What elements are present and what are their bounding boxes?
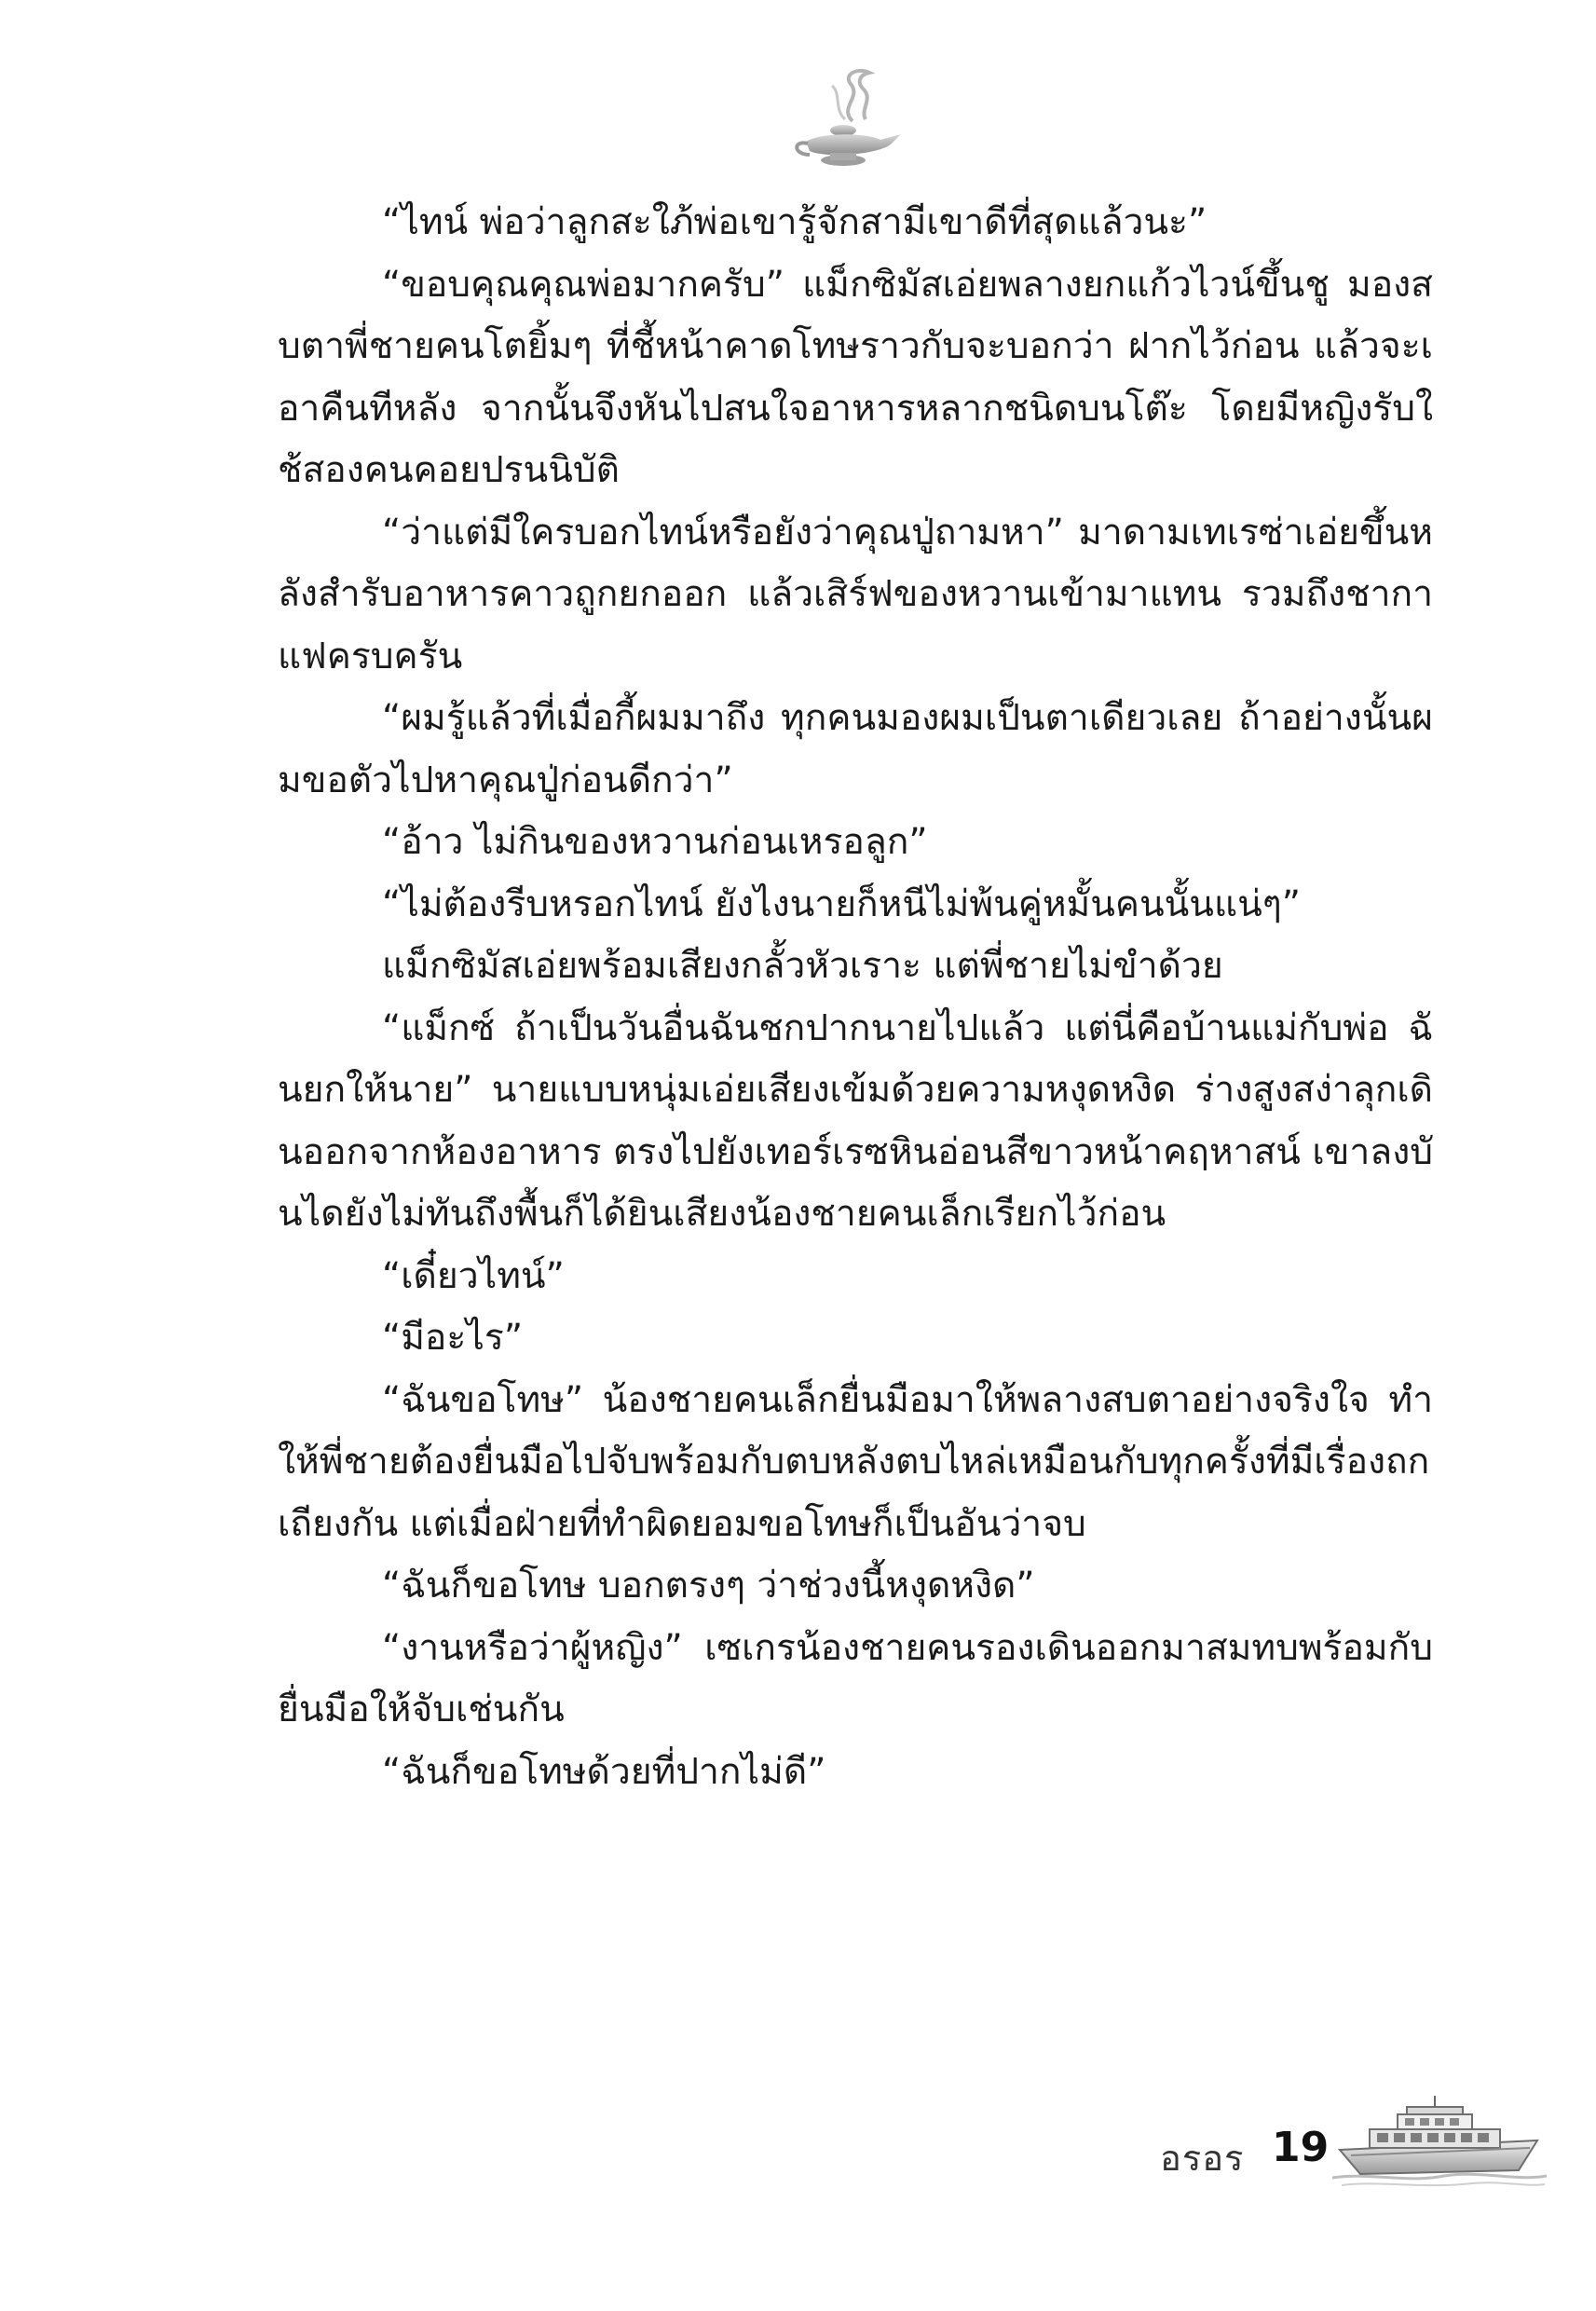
- paragraph: “ฉันก็ขอโทษ บอกตรงๆ ว่าช่วงนี้หงุดหงิด”: [382, 1565, 1035, 1607]
- paragraph: “ไทน์ พ่อว่าลูกสะใภ้พ่อเขารู้จักสามีเขาดีที่สุดแล้วนะ”: [382, 201, 1207, 243]
- paragraph: “ว่าแต่มีใครบอกไทน์หรือยังว่าคุณปู่ถามหา” มาดามเทเรซ่าเอ่ยขึ้นหลังสำรับอาหารคาวถูกยกออก แล้วเสิร์ฟของหวานเข้ามาแทน รวมถึงชากาแฟครบครัน: [278, 511, 1433, 677]
- genie-lamp-icon: [787, 65, 908, 177]
- paragraph: “มีอะไร”: [382, 1317, 524, 1359]
- book-title: อรอร: [1160, 2138, 1245, 2179]
- paragraph: “ไม่ต้องรีบหรอกไทน์ ยังไงนายก็หนีไม่พ้นคู่หมั้นคนนั้นแน่ๆ”: [382, 882, 1301, 925]
- paragraph: แม็กซิมัสเอ่ยพร้อมเสียงกลั้วหัวเราะ แต่พี่ชายไม่ขำด้วย: [382, 945, 1223, 987]
- paragraph: “ขอบคุณคุณพ่อมากครับ” แม็กซิมัสเอ่ยพลางยกแก้วไวน์ขึ้นชู มองสบตาพี่ชายคนโตยิ้มๆ ที่ชี้หน้าคาดโทษราวกับจะบอกว่า ฝากไว้ก่อน แล้วจะเอาคืนทีหลัง จากนั้นจึงหันไปสนใจอาหารหลากชนิดบนโต๊ะ โดยมีหญิงรับใช้สองคนคอยปรนนิบัติ: [278, 263, 1433, 491]
- paragraph: “อ้าว ไม่กินของหวานก่อนเหรอลูก”: [382, 821, 928, 863]
- paragraph: “เดี๋ยวไทน์”: [382, 1254, 565, 1297]
- paragraph: “ผมรู้แล้วที่เมื่อกี้ผมมาถึง ทุกคนมองผมเป็นตาเดียวเลย ถ้าอย่างนั้นผมขอตัวไปหาคุณปู่ก่อนดีกว่า”: [278, 697, 1433, 801]
- page-number: 19: [1272, 2124, 1330, 2171]
- paragraph: “แม็กซ์ ถ้าเป็นวันอื่นฉันชกปากนายไปแล้ว แต่นี่คือบ้านแม่กับพ่อ ฉันยกให้นาย” นายแบบหนุ่มเอ่ยเสียงเข้มด้วยความหงุดหงิด ร่างสูงสง่าลุกเดินออกจากห้องอาหาร ตรงไปยังเทอร์เรซหินอ่อนสีขาวหน้าคฤหาสน์ เขาลงบันไดยังไม่ทันถึงพื้นก็ได้ยินเสียงน้องชายคนเล็กเรียกไว้ก่อน: [278, 1006, 1433, 1235]
- paragraph: “ฉันก็ขอโทษด้วยที่ปากไม่ดี”: [382, 1750, 826, 1793]
- boat-icon: [1332, 2092, 1547, 2195]
- paragraph: “ฉันขอโทษ” น้องชายคนเล็กยื่นมือมาให้พลางสบตาอย่างจริงใจ ทำให้พี่ชายต้องยื่นมือไปจับพร้อมกับตบหลังตบไหล่เหมือนกับทุกครั้งที่มีเรื่องถกเถียงกัน แต่เมื่อฝ่ายที่ทำผิดยอมขอโทษก็เป็นอันว่าจบ: [278, 1378, 1433, 1545]
- body-text: [278, 192, 1433, 1803]
- paragraph: “งานหรือว่าผู้หญิง” เซเกรน้องชายคนรองเดินออกมาสมทบพร้อมกับยื่นมือให้จับเช่นกัน: [278, 1626, 1433, 1730]
- page-footer: [1146, 2092, 1556, 2195]
